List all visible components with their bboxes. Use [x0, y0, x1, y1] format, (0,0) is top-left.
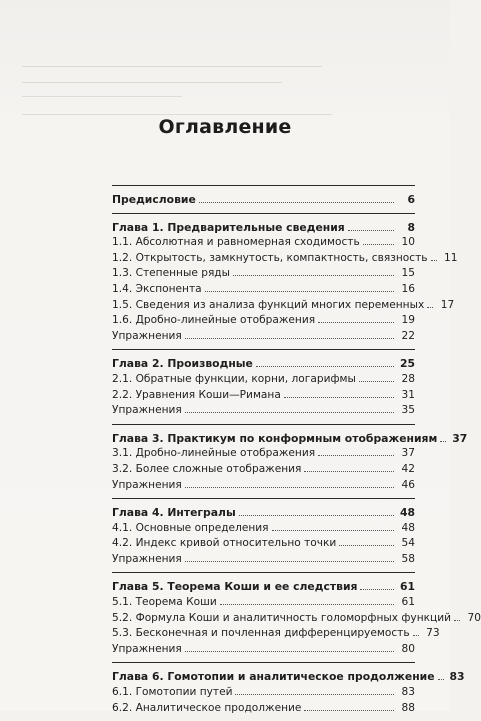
dot-leader: [239, 515, 394, 516]
dot-leader: [220, 604, 394, 605]
dot-leader: [205, 291, 394, 292]
page-number: 70: [467, 611, 481, 624]
page-number: 28: [401, 372, 415, 385]
toc-chapter-block: [112, 424, 468, 498]
toc-chapter-block: [112, 213, 458, 350]
toc-section-entry[interactable]: [112, 282, 415, 298]
toc-section-entry[interactable]: [112, 701, 415, 717]
chapter-divider: [112, 572, 415, 573]
section-title: 4.1. Основные определения: [112, 521, 269, 534]
toc-chapter-entry[interactable]: [112, 356, 415, 372]
chapter-title: Глава 6. Гомотопии и аналитическое продолжение: [112, 670, 435, 684]
toc-section-entry[interactable]: [112, 446, 415, 462]
page-title: Оглавление: [158, 116, 292, 138]
dot-leader: [185, 412, 394, 413]
page-number: 17: [440, 298, 455, 311]
page-number: 46: [401, 478, 415, 491]
dot-leader: [339, 545, 394, 546]
toc-chapter-block: [112, 498, 415, 572]
toc-section-entry[interactable]: [112, 462, 415, 478]
toc-section-entry[interactable]: [112, 251, 458, 267]
dot-leader: [272, 530, 394, 531]
toc-chapter-block: [112, 662, 465, 721]
page-number: 61: [399, 580, 415, 594]
page-number: 42: [401, 462, 415, 475]
page-number: 88: [401, 701, 415, 714]
section-title: 1.2. Открытость, замкнутость, компактность, связность: [112, 251, 428, 264]
toc-section-entry[interactable]: [112, 552, 415, 568]
dot-leader: [233, 275, 394, 276]
toc-section-entry[interactable]: [112, 266, 415, 282]
bleed-through-text: [0, 30, 450, 120]
page-number: 15: [401, 267, 415, 280]
chapter-title: Предисловие: [112, 193, 196, 206]
section-title: 6.2. Аналитическое продолжение: [112, 701, 302, 714]
page-number: 54: [401, 537, 415, 550]
section-title: 2.2. Уравнения Коши—Римана: [112, 388, 281, 401]
section-title: 3.1. Дробно-линейные отображения: [112, 447, 316, 460]
section-title: 1.4. Экспонента: [112, 282, 202, 295]
section-title: Упражнения: [112, 478, 182, 491]
dot-leader: [199, 202, 394, 203]
chapter-divider: [112, 424, 415, 425]
dot-leader: [318, 455, 394, 456]
dot-leader: [185, 487, 394, 488]
toc-chapter-entry[interactable]: [112, 669, 465, 685]
section-title: 1.1. Абсолютная и равномерная сходимость: [112, 236, 360, 249]
dot-leader: [360, 589, 394, 590]
chapter-title: Глава 3. Практикум по конформным отображениям: [112, 431, 438, 445]
toc-chapter-block: [112, 185, 415, 213]
chapter-title: Глава 1. Предварительные сведения: [112, 220, 345, 234]
page-number: 22: [401, 329, 415, 342]
section-title: 6.1. Гомотопии путей: [112, 686, 233, 699]
toc-section-entry[interactable]: [112, 235, 415, 251]
toc-section-entry[interactable]: [112, 595, 415, 611]
dot-leader: [256, 366, 394, 367]
page-number: 83: [449, 670, 465, 684]
dot-leader: [363, 244, 394, 245]
section-title: 3.2. Более сложные отображения: [112, 462, 302, 475]
table-of-contents: [112, 185, 481, 721]
toc-chapter-entry[interactable]: [112, 505, 415, 521]
section-title: 5.2. Формула Коши и аналитичность голоморфных функций: [112, 611, 452, 624]
dot-leader: [185, 338, 394, 339]
toc-section-entry[interactable]: [112, 536, 415, 552]
dot-leader: [185, 561, 394, 562]
page-number: 25: [399, 357, 415, 371]
toc-section-entry[interactable]: [112, 685, 415, 701]
page-number: 48: [399, 506, 415, 520]
toc-chapter-entry[interactable]: [112, 220, 415, 236]
section-title: 2.1. Обратные функции, корни, логарифмы: [112, 372, 356, 385]
toc-section-entry[interactable]: [112, 521, 415, 537]
toc-section-entry[interactable]: [112, 403, 415, 419]
chapter-title: Глава 2. Производные: [112, 357, 253, 371]
toc-section-entry[interactable]: [112, 372, 415, 388]
section-title: 5.3. Бесконечная и почленная дифференцируемость: [112, 627, 410, 640]
page-number: 31: [401, 388, 415, 401]
section-title: 5.1. Теорема Коши: [112, 596, 217, 609]
toc-chapter-entry[interactable]: [112, 579, 415, 595]
page-number: 19: [401, 314, 415, 327]
page-number: 73: [426, 627, 440, 640]
dot-leader: [185, 651, 394, 652]
dot-leader: [284, 397, 394, 398]
page-number: 48: [401, 521, 415, 534]
chapter-divider: [112, 213, 415, 214]
page-number: 37: [401, 447, 415, 460]
toc-section-entry[interactable]: [112, 642, 415, 658]
chapter-spacer: [112, 716, 415, 721]
section-title: Упражнения: [112, 552, 182, 565]
toc-chapter-block: [112, 349, 415, 423]
toc-section-entry[interactable]: [112, 611, 481, 627]
chapter-divider: [112, 498, 415, 499]
chapter-title: Глава 5. Теорема Коши и ее следствия: [112, 580, 358, 594]
section-title: 1.6. Дробно-линейные отображения: [112, 314, 316, 327]
section-title: 1.5. Сведения из анализа функций многих переменных: [112, 298, 425, 311]
dot-leader: [235, 694, 394, 695]
page-number: 83: [401, 686, 415, 699]
toc-chapter-block: [112, 572, 481, 662]
page-number: 10: [401, 236, 415, 249]
dot-leader: [304, 471, 394, 472]
dot-leader: [304, 710, 394, 711]
toc-chapter-entry[interactable]: [112, 431, 468, 447]
page-number: 80: [401, 642, 415, 655]
section-title: Упражнения: [112, 642, 182, 655]
chapter-divider: [112, 349, 415, 350]
chapter-divider: [112, 185, 415, 186]
page-number: 8: [407, 220, 415, 234]
toc-section-entry[interactable]: [112, 313, 415, 329]
toc-section-entry[interactable]: [112, 298, 455, 314]
page-number: 37: [452, 431, 468, 445]
page-number: 16: [401, 282, 415, 295]
page-number: 61: [401, 596, 415, 609]
dot-leader: [359, 381, 394, 382]
toc-section-entry[interactable]: [112, 478, 415, 494]
toc-section-entry[interactable]: [112, 329, 415, 345]
section-title: Упражнения: [112, 329, 182, 342]
section-title: Упражнения: [112, 404, 182, 417]
toc-chapter-entry[interactable]: [112, 192, 415, 208]
toc-section-entry[interactable]: [112, 388, 415, 404]
page-number: 11: [444, 251, 458, 264]
toc-section-entry[interactable]: [112, 626, 440, 642]
page-number: 58: [401, 552, 415, 565]
chapter-title: Глава 4. Интегралы: [112, 506, 236, 520]
dot-leader: [318, 322, 394, 323]
dot-leader: [348, 230, 394, 231]
page-number: 35: [401, 404, 415, 417]
chapter-divider: [112, 662, 415, 663]
section-title: 1.3. Степенные ряды: [112, 267, 231, 280]
page-number: 6: [407, 193, 415, 206]
section-title: 4.2. Индекс кривой относительно точки: [112, 537, 337, 550]
